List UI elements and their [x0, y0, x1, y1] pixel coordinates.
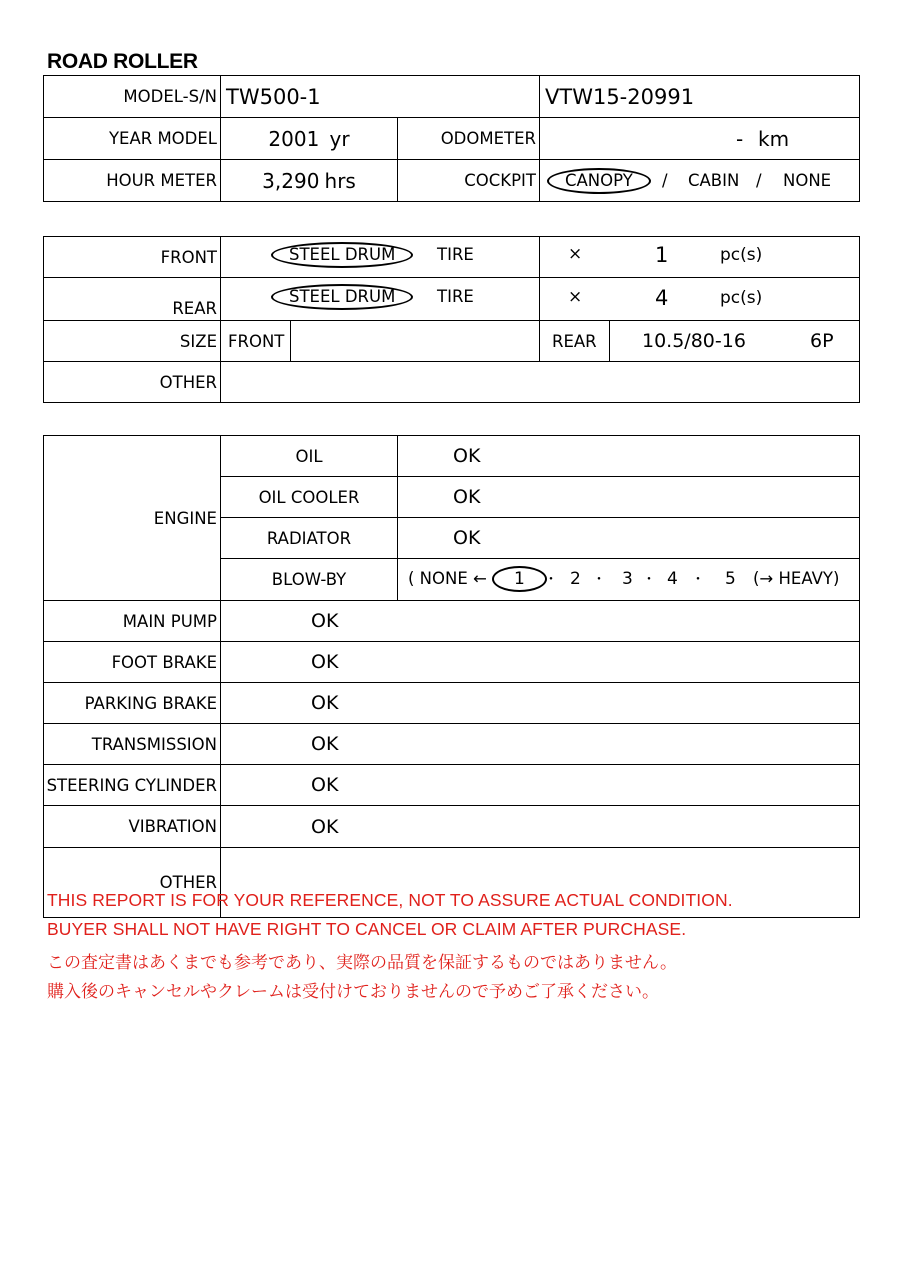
rear-steel-drum-option: STEEL DRUM	[271, 284, 413, 310]
blowby-dot-4: ・	[691, 572, 705, 588]
front-label: FRONT	[44, 237, 221, 278]
steering-cylinder-value: OK	[221, 765, 860, 806]
radiator-value: OK	[398, 518, 860, 559]
rear-qty-cell	[540, 278, 860, 321]
front-qty: 1	[655, 243, 669, 267]
rear-type-cell	[221, 278, 540, 321]
blowby-2: 2	[570, 569, 581, 589]
size-front-label: FRONT	[221, 321, 291, 362]
front-times: ×	[568, 244, 583, 264]
year-value: 2001	[268, 126, 320, 151]
cockpit-label: COCKPIT	[398, 160, 540, 202]
steering-cylinder-label: STEERING CYLINDER	[44, 765, 221, 806]
blowby-none: ( NONE ←	[408, 569, 487, 588]
machine-info-table	[43, 75, 860, 202]
blowby-label: BLOW-BY	[221, 559, 398, 601]
size-label: SIZE	[44, 321, 221, 362]
model-value: TW500-1	[221, 76, 540, 118]
size-rear-cell	[610, 321, 860, 362]
rear-pcs: pc(s)	[720, 288, 763, 308]
inspection-table	[43, 435, 860, 918]
front-qty-cell	[540, 237, 860, 278]
disclaimer-jp-1: この査定書はあくまでも参考であり、実際の品質を保証するものではありません。	[47, 953, 678, 973]
year-model-label: YEAR MODEL	[44, 118, 221, 160]
hour-meter-label: HOUR METER	[44, 160, 221, 202]
blowby-1: 1	[492, 566, 547, 592]
foot-brake-label: FOOT BRAKE	[44, 642, 221, 683]
rear-qty: 4	[655, 286, 669, 310]
size-front-value	[291, 321, 540, 362]
main-pump-value: OK	[221, 601, 860, 642]
radiator-label: RADIATOR	[221, 518, 398, 559]
parking-brake-label: PARKING BRAKE	[44, 683, 221, 724]
blowby-3: 3	[622, 569, 633, 589]
inspection-other-label: OTHER	[44, 848, 221, 918]
odometer-value: -	[736, 127, 744, 151]
transmission-label: TRANSMISSION	[44, 724, 221, 765]
cockpit-sep-1: /	[662, 171, 668, 190]
disclaimer-jp-2: 購入後のキャンセルやクレームは受付けておりませんので予めご了承ください。	[47, 982, 659, 1002]
blowby-4: 4	[667, 569, 678, 589]
oil-label: OIL	[221, 436, 398, 477]
cockpit-cell	[540, 160, 860, 202]
front-tire-option: TIRE	[437, 245, 474, 264]
odometer-label: ODOMETER	[398, 118, 540, 160]
oil-cooler-value: OK	[398, 477, 860, 518]
vibration-value: OK	[221, 806, 860, 848]
wheel-table	[43, 236, 860, 403]
foot-brake-value: OK	[221, 642, 860, 683]
engine-label: ENGINE	[44, 436, 221, 601]
size-rear-value: 10.5/80-16	[642, 330, 746, 352]
year-unit: yr	[329, 126, 350, 151]
front-type-cell	[221, 237, 540, 278]
cockpit-option-none: NONE	[783, 171, 832, 190]
hours-unit: hrs	[324, 168, 356, 193]
odometer-cell	[540, 118, 860, 160]
ply-rating: 6P	[810, 330, 834, 352]
model-sn-label: MODEL-S/N	[44, 76, 221, 118]
blowby-5: 5	[725, 569, 736, 589]
disclaimer-en-2: BUYER SHALL NOT HAVE RIGHT TO CANCEL OR CLAIM AFTER PURCHASE.	[47, 919, 687, 939]
main-pump-label: MAIN PUMP	[44, 601, 221, 642]
rear-tire-option: TIRE	[437, 287, 474, 306]
wheel-other-label: OTHER	[44, 362, 221, 403]
blowby-dot-1: ・	[544, 572, 558, 588]
year-model-cell	[221, 118, 398, 160]
hour-meter-cell	[221, 160, 398, 202]
serial-value: VTW15-20991	[540, 76, 860, 118]
cockpit-option-cabin: CABIN	[688, 171, 740, 190]
blowby-dot-2: ・	[592, 572, 606, 588]
oil-value: OK	[398, 436, 860, 477]
cockpit-sep-2: /	[756, 171, 762, 190]
blowby-scale-cell	[398, 559, 860, 601]
vibration-label: VIBRATION	[44, 806, 221, 848]
size-rear-label: REAR	[540, 321, 610, 362]
hours-value: 3,290	[262, 168, 320, 193]
rear-times: ×	[568, 287, 583, 307]
blowby-dot-3: ・	[642, 572, 656, 588]
transmission-value: OK	[221, 724, 860, 765]
rear-label: REAR	[44, 278, 221, 321]
wheel-other-value	[221, 362, 860, 403]
oil-cooler-label: OIL COOLER	[221, 477, 398, 518]
front-steel-drum-option: STEEL DRUM	[271, 242, 413, 268]
cockpit-option-canopy: CANOPY	[547, 168, 651, 194]
document-title: ROAD ROLLER	[47, 50, 198, 73]
parking-brake-value: OK	[221, 683, 860, 724]
front-pcs: pc(s)	[720, 245, 763, 265]
disclaimer-en-1: THIS REPORT IS FOR YOUR REFERENCE, NOT TO ASSURE ACTUAL CONDITION.	[47, 890, 733, 910]
blowby-heavy: (→ HEAVY)	[753, 569, 840, 588]
odometer-unit: km	[758, 127, 790, 151]
